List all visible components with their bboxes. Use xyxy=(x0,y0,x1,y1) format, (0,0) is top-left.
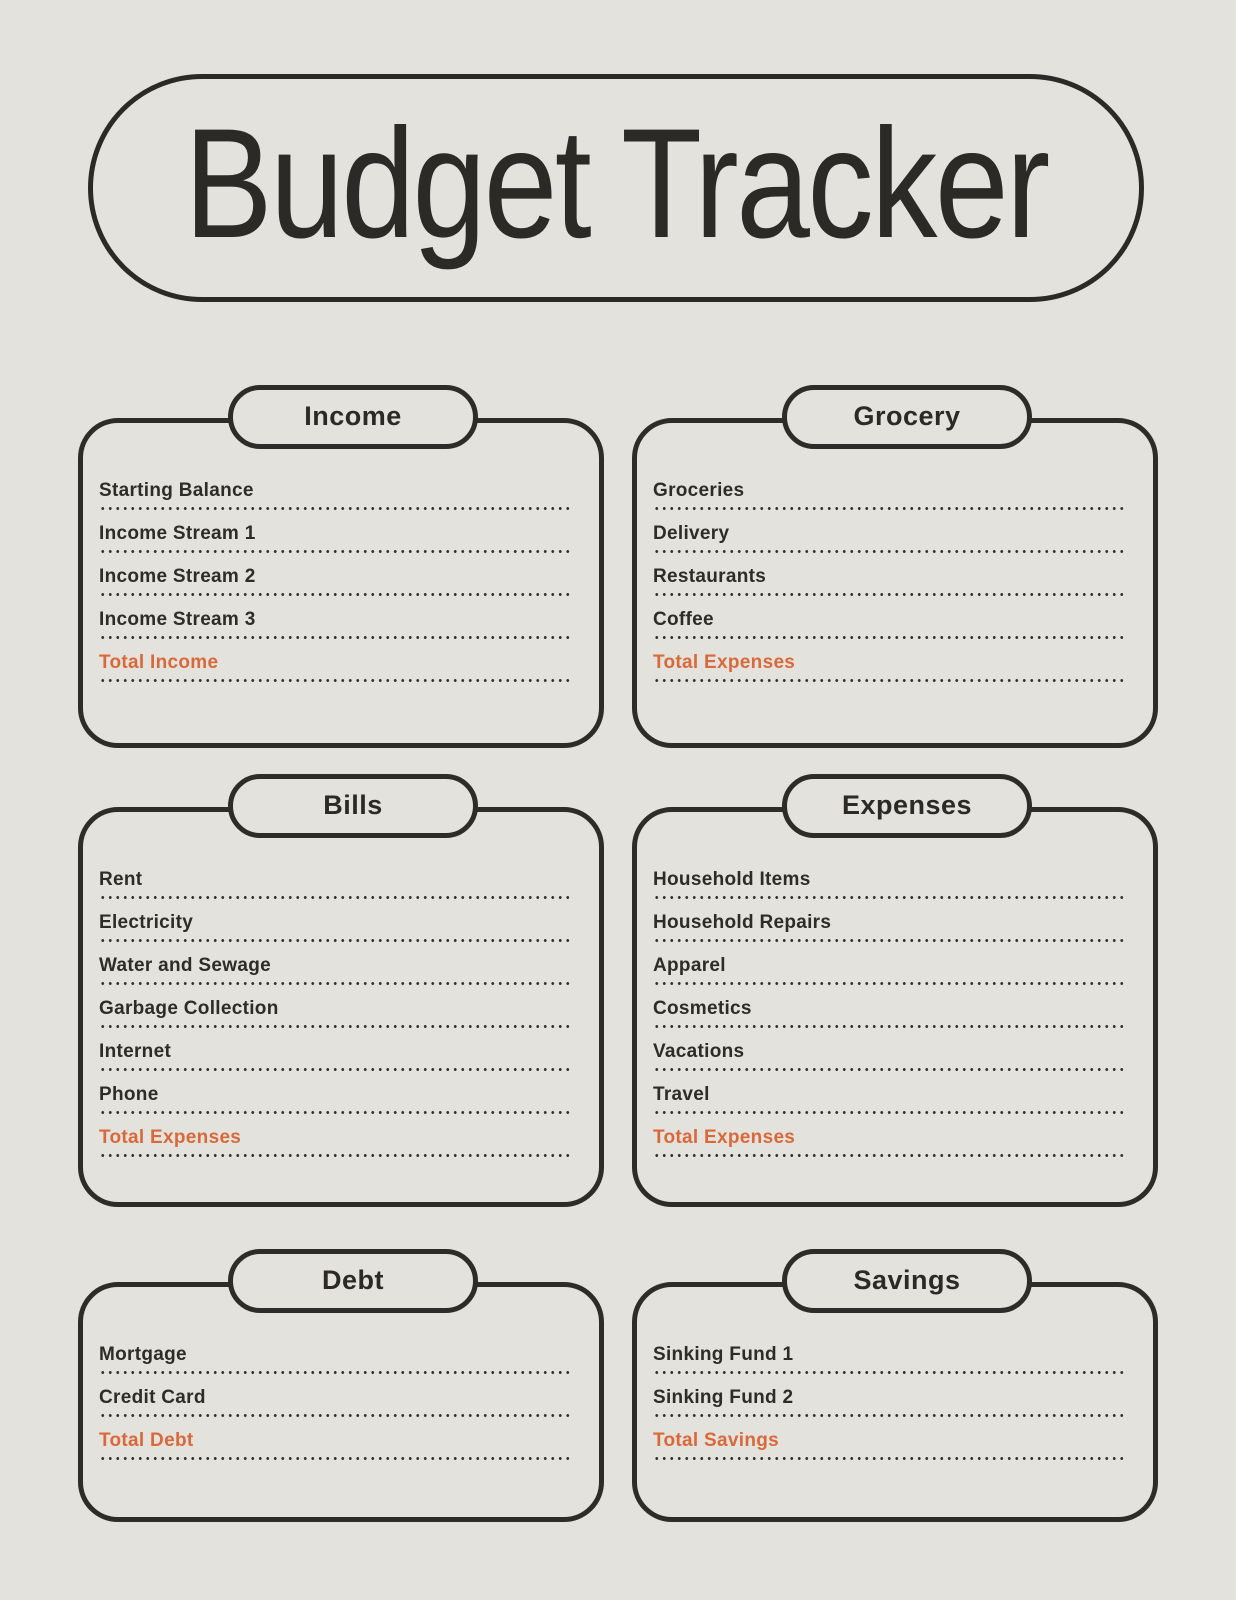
total-line-item xyxy=(99,1430,573,1460)
dotted-fill-line xyxy=(99,896,573,899)
dotted-fill-line xyxy=(99,1154,573,1157)
line-item xyxy=(653,955,1127,985)
line-item xyxy=(99,912,573,942)
line-item xyxy=(99,566,573,596)
line-item xyxy=(99,998,573,1028)
savings-section-title: Savings xyxy=(853,1264,961,1295)
dotted-fill-line xyxy=(653,1025,1127,1028)
total-line-item-label: Total Savings xyxy=(653,1430,780,1451)
dotted-fill-line xyxy=(653,1111,1127,1114)
line-item-label: Rent xyxy=(99,869,143,890)
dotted-fill-line xyxy=(653,1371,1127,1374)
line-item xyxy=(653,480,1127,510)
total-line-item-label: Total Expenses xyxy=(653,652,796,673)
dotted-fill-line xyxy=(99,1025,573,1028)
bills-rows xyxy=(83,812,599,1157)
line-item xyxy=(99,869,573,899)
line-item-label: Travel xyxy=(653,1084,710,1105)
line-item-label: Income Stream 1 xyxy=(99,523,256,544)
line-item xyxy=(99,523,573,553)
total-line-item xyxy=(653,652,1127,682)
bills-section-header xyxy=(228,774,478,838)
income-section-title: Income xyxy=(304,400,402,431)
dotted-fill-line xyxy=(653,1457,1127,1460)
bills-section xyxy=(78,789,604,1207)
line-item xyxy=(653,869,1127,899)
total-line-item-label: Total Expenses xyxy=(99,1127,242,1148)
line-item-label: Vacations xyxy=(653,1041,745,1062)
line-item-label: Sinking Fund 2 xyxy=(653,1387,794,1408)
line-item xyxy=(653,1084,1127,1114)
income-section xyxy=(78,400,604,748)
page-title: Budget Tracker xyxy=(184,97,1048,271)
debt-section xyxy=(78,1264,604,1522)
line-item-label: Cosmetics xyxy=(653,998,752,1019)
line-item-label: Delivery xyxy=(653,523,730,544)
dotted-fill-line xyxy=(99,1371,573,1374)
total-line-item-label: Total Debt xyxy=(99,1430,194,1451)
line-item xyxy=(653,912,1127,942)
line-item xyxy=(99,1041,573,1071)
line-item xyxy=(99,609,573,639)
line-item-label: Household Repairs xyxy=(653,912,832,933)
savings-section-header xyxy=(782,1249,1032,1313)
dotted-fill-line xyxy=(653,1414,1127,1417)
dotted-fill-line xyxy=(653,1068,1127,1071)
line-item-label: Household Items xyxy=(653,869,811,890)
dotted-fill-line xyxy=(99,982,573,985)
grocery-section xyxy=(632,400,1158,748)
dotted-fill-line xyxy=(99,679,573,682)
line-item-label: Electricity xyxy=(99,912,194,933)
line-item xyxy=(99,1344,573,1374)
debt-section-header xyxy=(228,1249,478,1313)
line-item-label: Garbage Collection xyxy=(99,998,279,1019)
line-item xyxy=(653,1041,1127,1071)
savings-section xyxy=(632,1264,1158,1522)
dotted-fill-line xyxy=(99,1414,573,1417)
total-line-item-label: Total Expenses xyxy=(653,1127,796,1148)
total-line-item xyxy=(99,1127,573,1157)
expenses-section xyxy=(632,789,1158,1207)
line-item-label: Apparel xyxy=(653,955,726,976)
dotted-fill-line xyxy=(99,1457,573,1460)
line-item-label: Groceries xyxy=(653,480,745,501)
line-item-label: Sinking Fund 1 xyxy=(653,1344,794,1365)
expenses-section-title: Expenses xyxy=(841,789,973,820)
line-item xyxy=(99,480,573,510)
grocery-section-header xyxy=(782,385,1032,449)
line-item xyxy=(653,998,1127,1028)
dotted-fill-line xyxy=(99,636,573,639)
line-item-label: Income Stream 2 xyxy=(99,566,256,587)
total-line-item-label: Total Income xyxy=(99,652,219,673)
line-item-label: Mortgage xyxy=(99,1344,187,1365)
dotted-fill-line xyxy=(653,636,1127,639)
line-item xyxy=(99,955,573,985)
line-item xyxy=(653,1387,1127,1417)
dotted-fill-line xyxy=(99,939,573,942)
line-item-label: Starting Balance xyxy=(99,480,254,501)
dotted-fill-line xyxy=(653,593,1127,596)
dotted-fill-line xyxy=(653,896,1127,899)
line-item xyxy=(99,1084,573,1114)
line-item-label: Income Stream 3 xyxy=(99,609,256,630)
dotted-fill-line xyxy=(653,507,1127,510)
line-item-label: Phone xyxy=(99,1084,159,1105)
line-item-label: Water and Sewage xyxy=(99,955,271,976)
expenses-rows xyxy=(637,812,1153,1157)
income-rows xyxy=(83,423,599,682)
total-line-item xyxy=(99,652,573,682)
total-line-item xyxy=(653,1430,1127,1460)
line-item xyxy=(653,609,1127,639)
line-item-label: Credit Card xyxy=(99,1387,206,1408)
grocery-rows xyxy=(637,423,1153,682)
dotted-fill-line xyxy=(99,593,573,596)
dotted-fill-line xyxy=(99,1068,573,1071)
grocery-section-title: Grocery xyxy=(853,400,961,431)
dotted-fill-line xyxy=(653,939,1127,942)
line-item-label: Restaurants xyxy=(653,566,767,587)
debt-section-title: Debt xyxy=(322,1264,384,1295)
line-item xyxy=(653,1344,1127,1374)
expenses-section-header xyxy=(782,774,1032,838)
dotted-fill-line xyxy=(99,550,573,553)
line-item xyxy=(99,1387,573,1417)
dotted-fill-line xyxy=(653,550,1127,553)
title-capsule xyxy=(88,74,1144,302)
line-item xyxy=(653,566,1127,596)
dotted-fill-line xyxy=(99,1111,573,1114)
total-line-item xyxy=(653,1127,1127,1157)
bills-section-title: Bills xyxy=(323,789,383,820)
line-item-label: Internet xyxy=(99,1041,172,1062)
dotted-fill-line xyxy=(653,1154,1127,1157)
income-section-header xyxy=(228,385,478,449)
line-item-label: Coffee xyxy=(653,609,714,630)
dotted-fill-line xyxy=(653,679,1127,682)
dotted-fill-line xyxy=(99,507,573,510)
dotted-fill-line xyxy=(653,982,1127,985)
line-item xyxy=(653,523,1127,553)
